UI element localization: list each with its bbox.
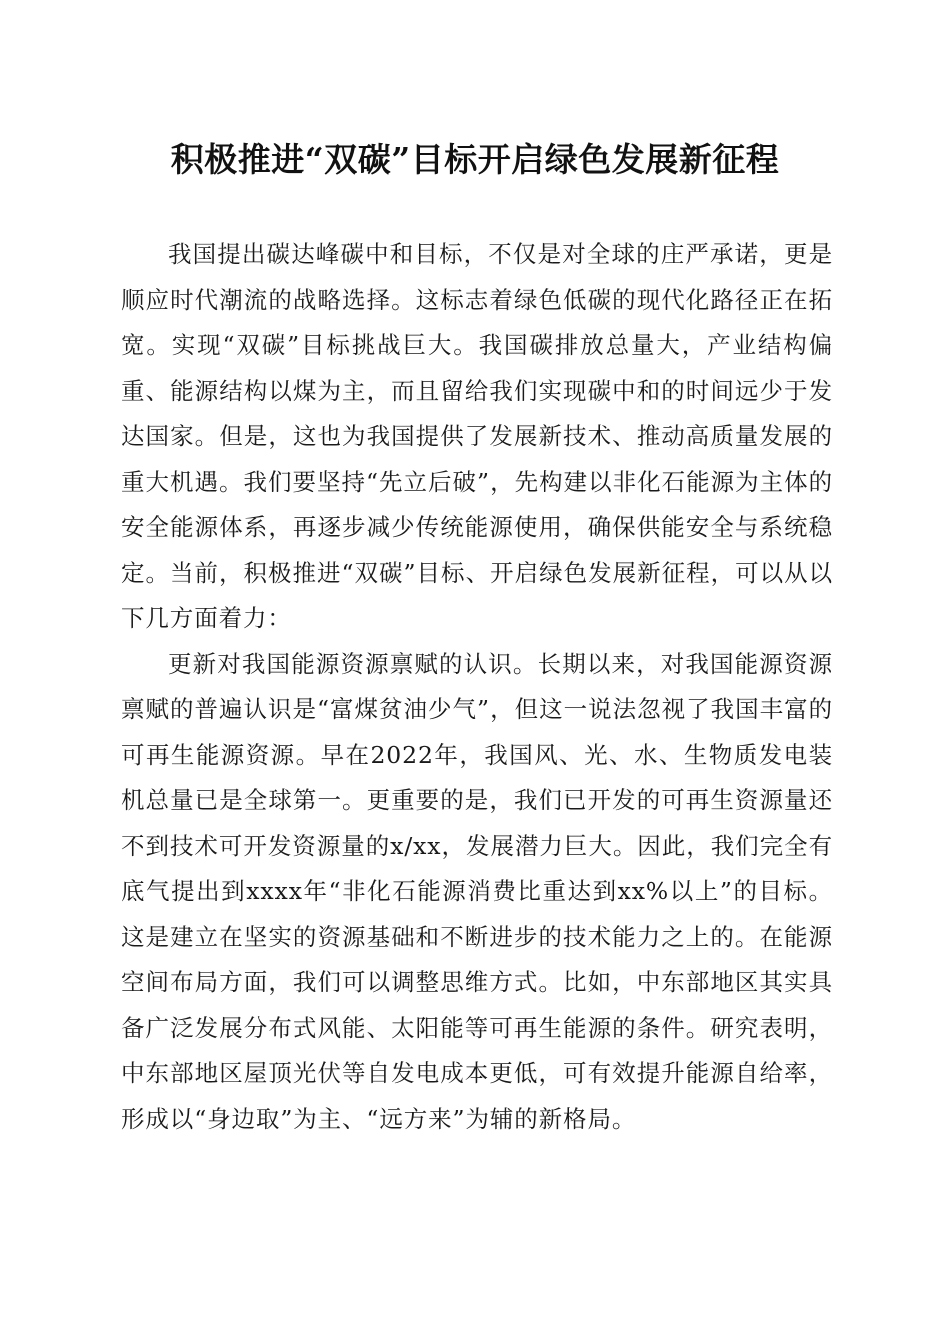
- document-title: 积极推进“双碳”目标开启绿色发展新征程: [170, 140, 780, 179]
- paragraph-1: 我国提出碳达峰碳中和目标，不仅是对全球的庄严承诺，更是顺应时代潮流的战略选择。这标志着绿色低碳的现代化路径正在拓宽。实现“双碳”目标挑战巨大。我国碳排放总量大，产业结构偏重、能源结构以煤为主，而且留给我们实现碳中和的时间远少于发达国家。但是，这也为我国提供了发展新技术、推动高质量发展的重大机遇。我们要坚持“先立后破”，先构建以非化石能源为主体的安全能源体系，再逐步减少传统能源使用，确保供能安全与系统稳定。当前，积极推进“双碳”目标、开启绿色发展新征程，可以从以下几方面着力：: [121, 240, 833, 632]
- paragraph-2: 更新对我国能源资源禀赋的认识。长期以来，对我国能源资源禀赋的普遍认识是“富煤贫油少气”，但这一说法忽视了我国丰富的可再生能源资源。早在2022年，我国风、光、水、生物质发电装机总量已是全球第一。更重要的是，我们已开发的可再生资源量还不到技术可开发资源量的x/xx，发展潜力巨大。因此，我们完全有底气提出到xxxx年“非化石能源消费比重达到xx%以上”的目标。这是建立在坚实的资源基础和不断进步的技术能力之上的。在能源空间布局方面，我们可以调整思维方式。比如，中东部地区其实具备广泛发展分布式风能、太阳能等可再生能源的条件。研究表明，中东部地区屋顶光伏等自发电成本更低，可有效提升能源自给率，形成以“身边取”为主、“远方来”为辅的新格局。: [121, 649, 833, 1133]
- document-body: [121, 232, 833, 1142]
